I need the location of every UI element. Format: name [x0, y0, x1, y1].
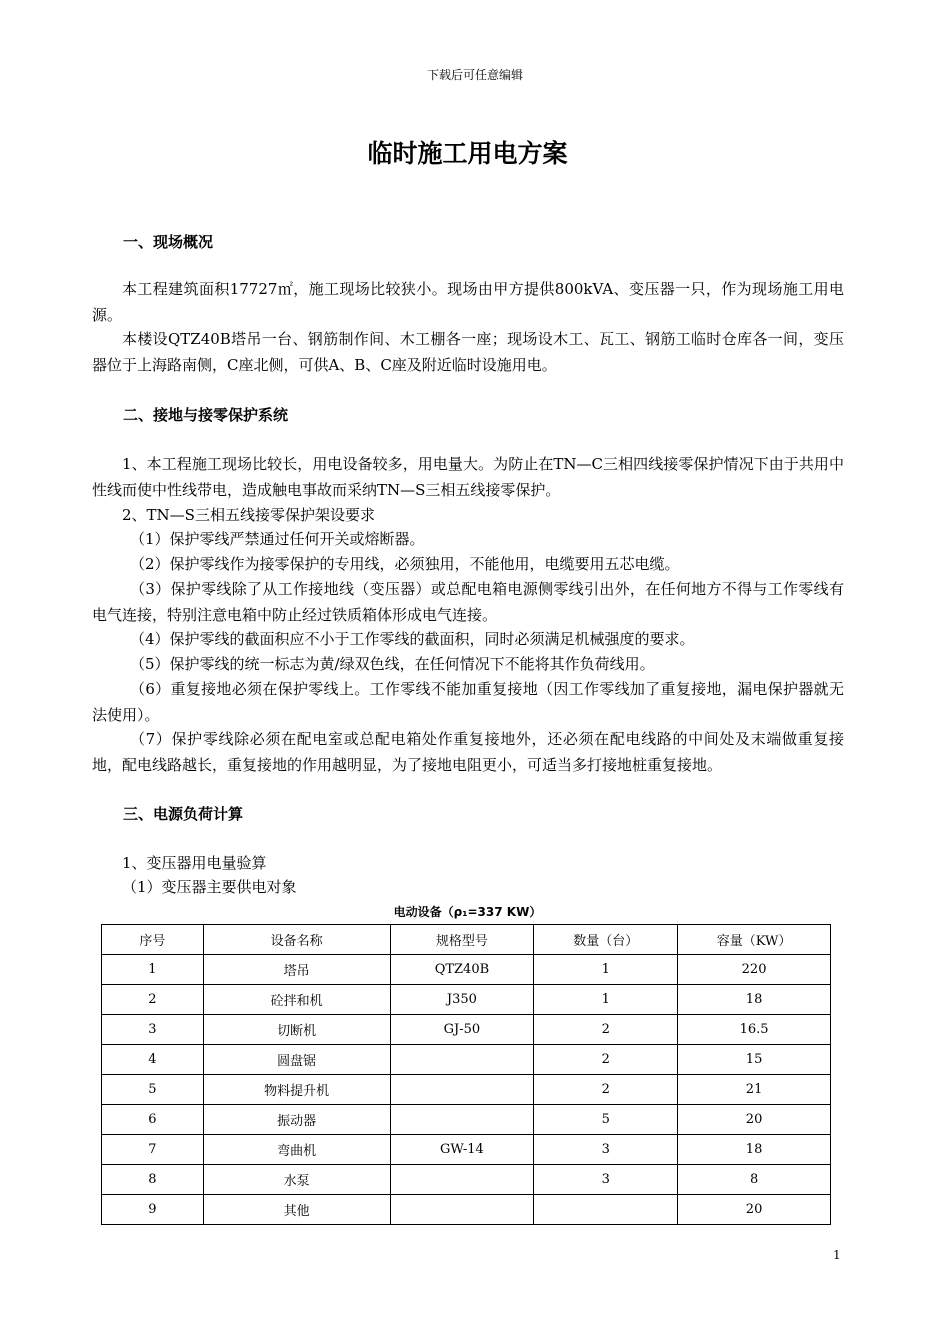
table-row — [102, 1165, 831, 1195]
table-row — [102, 1015, 831, 1045]
list-item: （7）保护零线除必须在配电室或总配电箱处作重复接地外，还必须在配电线路的中间处及末端做重复接地，配电线路越长，重复接地的作用越明显，为了接地电阻更小，可适当多打接地桩重复接地。 — [92, 730, 844, 774]
page-number: 1 — [833, 1248, 841, 1262]
list-item: （6）重复接地必须在保护零线上。工作零线不能加重复接地（因工作零线加了重复接地，漏电保护器就无法使用）。 — [92, 680, 844, 724]
table-row — [102, 1105, 831, 1135]
table-cell: 3 — [102, 1015, 204, 1045]
list-item: （4）保护零线的截面积应不小于工作零线的截面积，同时必须满足机械强度的要求。 — [130, 630, 695, 648]
header-note: 下载后可任意编辑 — [426, 68, 523, 82]
table-cell: 砼拌和机 — [203, 985, 390, 1015]
paragraph: 1、变压器用电量验算 — [122, 854, 267, 872]
table-row — [102, 955, 831, 985]
table-row — [102, 1075, 831, 1105]
paragraph: 2、TN—S三相五线接零保护架设要求 — [122, 506, 375, 524]
table-cell: 16.5 — [678, 1015, 831, 1045]
table-row — [102, 985, 831, 1015]
list-item: （1）保护零线严禁通过任何开关或熔断器。 — [130, 530, 425, 548]
column-header: 设备名称 — [203, 925, 390, 955]
table-cell: QTZ40B — [390, 955, 534, 985]
paragraph: 本工程建筑面积17727㎡，施工现场比较狭小。现场由甲方提供800kVA、变压器一只，作为现场施工用电源。 — [92, 280, 844, 324]
table-cell: 水泵 — [203, 1165, 390, 1195]
table-cell — [390, 1045, 534, 1075]
paragraph: （1）变压器主要供电对象 — [122, 878, 297, 896]
paragraph: 1、本工程施工现场比较长，用电设备较多，用电量大。为防止在TN—C三相四线接零保护情况下由于共用中性线而使中性线带电，造成触电事故而采纳TN—S三相五线接零保护。 — [92, 455, 844, 499]
table-row — [102, 1195, 831, 1225]
column-header: 容量（KW） — [678, 925, 831, 955]
table-header-row — [102, 925, 831, 955]
table-cell: 1 — [102, 955, 204, 985]
table-cell: 2 — [534, 1075, 678, 1105]
list-item: （5）保护零线的统一标志为黄/绿双色线，在任何情况下不能将其作负荷线用。 — [130, 655, 655, 673]
equipment-table — [101, 924, 831, 1225]
table-row — [102, 1135, 831, 1165]
table-cell: 7 — [102, 1135, 204, 1165]
section-heading-2: 二、接地与接零保护系统 — [123, 406, 289, 424]
table-cell: J350 — [390, 985, 534, 1015]
table-cell: 4 — [102, 1045, 204, 1075]
table-cell: 1 — [534, 985, 678, 1015]
table-cell: 5 — [102, 1075, 204, 1105]
document-title: 临时施工用电方案 — [367, 139, 568, 168]
table-cell: 切断机 — [203, 1015, 390, 1045]
table-cell: 5 — [534, 1105, 678, 1135]
paragraph: 本楼设QTZ40B塔吊一台、钢筋制作间、木工棚各一座；现场设木工、瓦工、钢筋工临时仓库各一间，变压器位于上海路南侧，C座北侧，可供A、B、C座及附近临时设施用电。 — [92, 330, 844, 374]
column-header: 数量（台） — [534, 925, 678, 955]
table-cell — [390, 1195, 534, 1225]
table-cell: 8 — [102, 1165, 204, 1195]
table-caption: 电动设备（ρ₁=337 KW） — [393, 905, 542, 919]
table-cell: 20 — [678, 1195, 831, 1225]
table-cell — [390, 1105, 534, 1135]
table-cell: 物料提升机 — [203, 1075, 390, 1105]
table-cell: GW-14 — [390, 1135, 534, 1165]
table-cell: 3 — [534, 1135, 678, 1165]
table-cell: 1 — [534, 955, 678, 985]
table-cell: 18 — [678, 985, 831, 1015]
table-cell: 20 — [678, 1105, 831, 1135]
table-cell: GJ-50 — [390, 1015, 534, 1045]
table-cell: 弯曲机 — [203, 1135, 390, 1165]
table-cell: 18 — [678, 1135, 831, 1165]
table-cell: 21 — [678, 1075, 831, 1105]
table-cell: 220 — [678, 955, 831, 985]
table-cell: 振动器 — [203, 1105, 390, 1135]
table-cell: 2 — [534, 1045, 678, 1075]
table-cell: 其他 — [203, 1195, 390, 1225]
table-row — [102, 1045, 831, 1075]
section-heading-3: 三、电源负荷计算 — [123, 805, 244, 823]
table-cell: 圆盘锯 — [203, 1045, 390, 1075]
table-cell: 6 — [102, 1105, 204, 1135]
table-cell: 2 — [102, 985, 204, 1015]
table-cell — [390, 1075, 534, 1105]
table-cell — [390, 1165, 534, 1195]
table-cell: 2 — [534, 1015, 678, 1045]
list-item: （2）保护零线作为接零保护的专用线，必须独用，不能他用，电缆要用五芯电缆。 — [130, 555, 680, 573]
table-cell — [534, 1195, 678, 1225]
table-cell: 8 — [678, 1165, 831, 1195]
list-item: （3）保护零线除了从工作接地线（变压器）或总配电箱电源侧零线引出外，在任何地方不得与工作零线有电气连接，特别注意电箱中防止经过铁质箱体形成电气连接。 — [92, 580, 844, 624]
table-cell: 15 — [678, 1045, 831, 1075]
table-cell: 9 — [102, 1195, 204, 1225]
column-header: 序号 — [102, 925, 204, 955]
section-heading-1: 一、现场概况 — [123, 233, 214, 251]
table-cell: 塔吊 — [203, 955, 390, 985]
column-header: 规格型号 — [390, 925, 534, 955]
table-cell: 3 — [534, 1165, 678, 1195]
